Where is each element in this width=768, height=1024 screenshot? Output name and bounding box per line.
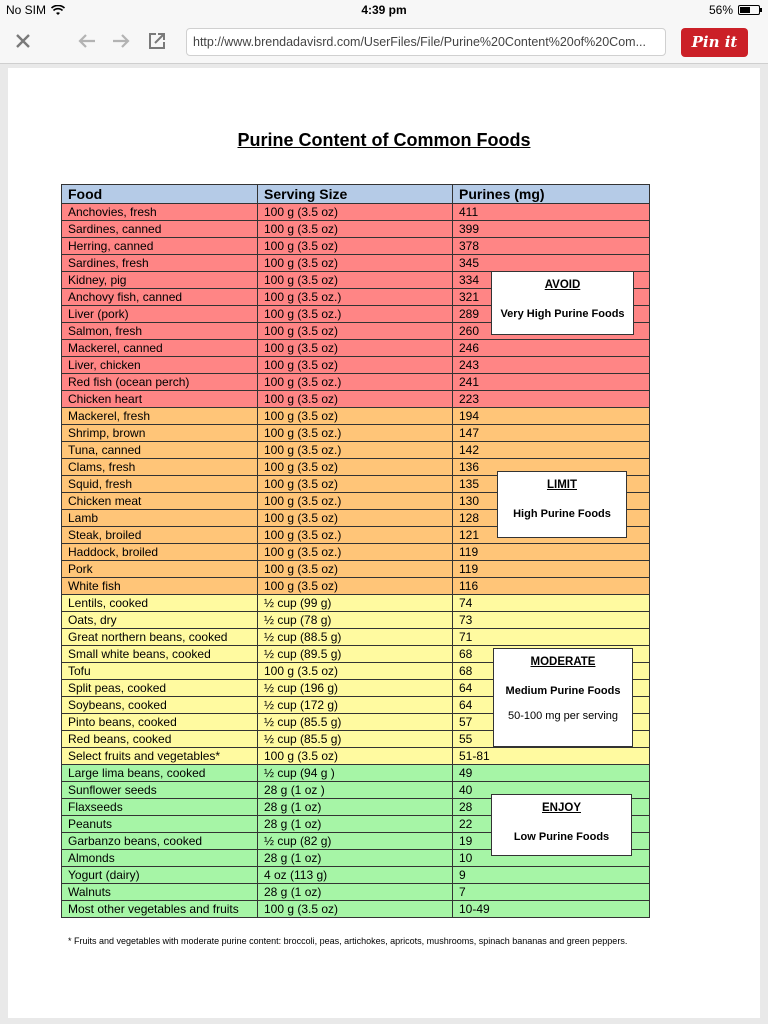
food-cell: Shrimp, brown bbox=[62, 425, 258, 442]
category-limit-box bbox=[497, 471, 627, 538]
food-cell: White fish bbox=[62, 578, 258, 595]
purine-cell: 121 bbox=[453, 527, 650, 544]
food-cell: Chicken meat bbox=[62, 493, 258, 510]
table-row bbox=[62, 340, 650, 357]
serving-cell: 100 g (3.5 oz) bbox=[258, 748, 453, 765]
food-cell: Yogurt (dairy) bbox=[62, 867, 258, 884]
url-bar[interactable]: http://www.brendadavisrd.com/UserFiles/File/Purine%20Content%20of%20Com... bbox=[186, 28, 666, 56]
serving-cell: 100 g (3.5 oz) bbox=[258, 663, 453, 680]
food-cell: Red fish (ocean perch) bbox=[62, 374, 258, 391]
purine-cell: 334 bbox=[453, 272, 650, 289]
battery-icon bbox=[738, 5, 760, 15]
serving-cell: 100 g (3.5 oz) bbox=[258, 459, 453, 476]
serving-cell: 28 g (1 oz) bbox=[258, 799, 453, 816]
serving-cell: 100 g (3.5 oz.) bbox=[258, 527, 453, 544]
serving-cell: ½ cup (88.5 g) bbox=[258, 629, 453, 646]
serving-cell: ½ cup (85.5 g) bbox=[258, 731, 453, 748]
purine-cell: 71 bbox=[453, 629, 650, 646]
category-title: AVOID bbox=[544, 279, 581, 291]
food-cell: Mackerel, canned bbox=[62, 340, 258, 357]
purine-cell: 68 bbox=[453, 663, 650, 680]
food-cell: Lamb bbox=[62, 510, 258, 527]
food-cell: Red beans, cooked bbox=[62, 731, 258, 748]
purine-cell: 10 bbox=[453, 850, 650, 867]
purine-cell: 119 bbox=[453, 561, 650, 578]
food-cell: Anchovies, fresh bbox=[62, 204, 258, 221]
purine-cell: 246 bbox=[453, 340, 650, 357]
serving-cell: 100 g (3.5 oz) bbox=[258, 901, 453, 918]
document-page bbox=[8, 68, 760, 1018]
status-bar bbox=[0, 0, 768, 20]
serving-cell: 100 g (3.5 oz) bbox=[258, 323, 453, 340]
table-row bbox=[62, 408, 650, 425]
food-cell: Soybeans, cooked bbox=[62, 697, 258, 714]
serving-cell: ½ cup (89.5 g) bbox=[258, 646, 453, 663]
serving-cell: 4 oz (113 g) bbox=[258, 867, 453, 884]
purine-cell: 321 bbox=[453, 289, 650, 306]
serving-cell: 100 g (3.5 oz) bbox=[258, 255, 453, 272]
purine-cell: 399 bbox=[453, 221, 650, 238]
food-cell: Sardines, fresh bbox=[62, 255, 258, 272]
purine-cell: 147 bbox=[453, 425, 650, 442]
purine-cell: 119 bbox=[453, 544, 650, 561]
food-cell: Liver, chicken bbox=[62, 357, 258, 374]
serving-cell: 100 g (3.5 oz) bbox=[258, 510, 453, 527]
page-title: Purine Content of Common Foods bbox=[237, 130, 531, 150]
serving-cell: 100 g (3.5 oz.) bbox=[258, 374, 453, 391]
purine-cell: 74 bbox=[453, 595, 650, 612]
food-cell: Pork bbox=[62, 561, 258, 578]
food-cell: Pinto beans, cooked bbox=[62, 714, 258, 731]
carrier-label: No SIM bbox=[6, 3, 47, 17]
purine-cell: 411 bbox=[453, 204, 650, 221]
table-row bbox=[62, 425, 650, 442]
serving-cell: 100 g (3.5 oz.) bbox=[258, 493, 453, 510]
purine-cell: 64 bbox=[453, 697, 650, 714]
food-cell: Oats, dry bbox=[62, 612, 258, 629]
serving-cell: 100 g (3.5 oz.) bbox=[258, 289, 453, 306]
food-cell: Most other vegetables and fruits bbox=[62, 901, 258, 918]
purine-cell: 22 bbox=[453, 816, 650, 833]
food-cell: Tofu bbox=[62, 663, 258, 680]
table-row bbox=[62, 867, 650, 884]
food-cell: Clams, fresh bbox=[62, 459, 258, 476]
table-row bbox=[62, 221, 650, 238]
food-cell: Flaxseeds bbox=[62, 799, 258, 816]
food-cell: Garbanzo beans, cooked bbox=[62, 833, 258, 850]
food-cell: Split peas, cooked bbox=[62, 680, 258, 697]
status-time: 4:39 pm bbox=[361, 3, 407, 17]
table-row bbox=[62, 765, 650, 782]
table-row bbox=[62, 544, 650, 561]
food-cell: Sardines, canned bbox=[62, 221, 258, 238]
table-row bbox=[62, 204, 650, 221]
purine-cell: 73 bbox=[453, 612, 650, 629]
purine-cell: 7 bbox=[453, 884, 650, 901]
forward-arrow-icon[interactable] bbox=[108, 28, 134, 54]
header-food: Food bbox=[62, 185, 258, 204]
food-cell: Almonds bbox=[62, 850, 258, 867]
purine-cell: 64 bbox=[453, 680, 650, 697]
purine-cell: 136 bbox=[453, 459, 650, 476]
purine-cell: 345 bbox=[453, 255, 650, 272]
food-cell: Great northern beans, cooked bbox=[62, 629, 258, 646]
food-cell: Kidney, pig bbox=[62, 272, 258, 289]
purine-cell: 142 bbox=[453, 442, 650, 459]
category-title: ENJOY bbox=[542, 802, 581, 814]
category-moderate-box bbox=[493, 648, 633, 747]
serving-cell: ½ cup (85.5 g) bbox=[258, 714, 453, 731]
food-cell: Large lima beans, cooked bbox=[62, 765, 258, 782]
purine-cell: 223 bbox=[453, 391, 650, 408]
pin-it-button[interactable]: Pin it bbox=[681, 28, 748, 57]
purine-cell: 68 bbox=[453, 646, 650, 663]
purine-cell: 57 bbox=[453, 714, 650, 731]
food-cell: Mackerel, fresh bbox=[62, 408, 258, 425]
serving-cell: 100 g (3.5 oz) bbox=[258, 561, 453, 578]
serving-cell: 100 g (3.5 oz) bbox=[258, 476, 453, 493]
purine-cell: 40 bbox=[453, 782, 650, 799]
food-cell: Anchovy fish, canned bbox=[62, 289, 258, 306]
table-row bbox=[62, 884, 650, 901]
serving-cell: 100 g (3.5 oz) bbox=[258, 221, 453, 238]
purine-cell: 241 bbox=[453, 374, 650, 391]
serving-cell: 100 g (3.5 oz) bbox=[258, 391, 453, 408]
category-desc: High Purine Foods bbox=[513, 508, 611, 520]
table-row bbox=[62, 374, 650, 391]
purine-cell: 194 bbox=[453, 408, 650, 425]
category-note: 50-100 mg per serving bbox=[507, 710, 619, 722]
serving-cell: 28 g (1 oz) bbox=[258, 816, 453, 833]
category-desc: Low Purine Foods bbox=[513, 831, 610, 843]
table-row bbox=[62, 391, 650, 408]
table-row bbox=[62, 561, 650, 578]
browser-toolbar bbox=[0, 20, 768, 64]
table-header-row bbox=[62, 185, 650, 204]
category-title: LIMIT bbox=[546, 479, 578, 491]
serving-cell: ½ cup (78 g) bbox=[258, 612, 453, 629]
purine-cell: 130 bbox=[453, 493, 650, 510]
serving-cell: 100 g (3.5 oz) bbox=[258, 204, 453, 221]
purine-cell: 51-81 bbox=[453, 748, 650, 765]
category-desc: Very High Purine Foods bbox=[500, 308, 625, 320]
share-icon[interactable] bbox=[144, 28, 170, 54]
table-row bbox=[62, 255, 650, 272]
purine-cell: 55 bbox=[453, 731, 650, 748]
food-cell: Peanuts bbox=[62, 816, 258, 833]
back-arrow-icon[interactable] bbox=[74, 28, 100, 54]
battery-percent: 56% bbox=[708, 3, 733, 17]
serving-cell: ½ cup (99 g) bbox=[258, 595, 453, 612]
serving-cell: 100 g (3.5 oz.) bbox=[258, 425, 453, 442]
battery-fill bbox=[740, 7, 750, 13]
table-row bbox=[62, 357, 650, 374]
purine-cell: 116 bbox=[453, 578, 650, 595]
food-cell: Steak, broiled bbox=[62, 527, 258, 544]
purine-cell: 243 bbox=[453, 357, 650, 374]
serving-cell: 100 g (3.5 oz) bbox=[258, 357, 453, 374]
serving-cell: 100 g (3.5 oz) bbox=[258, 408, 453, 425]
header-purines: Purines (mg) bbox=[453, 185, 650, 204]
category-desc: Medium Purine Foods bbox=[505, 685, 621, 697]
food-cell: Liver (pork) bbox=[62, 306, 258, 323]
table-row bbox=[62, 901, 650, 918]
purine-cell: 135 bbox=[453, 476, 650, 493]
food-cell: Salmon, fresh bbox=[62, 323, 258, 340]
food-cell: Lentils, cooked bbox=[62, 595, 258, 612]
food-cell: Sunflower seeds bbox=[62, 782, 258, 799]
purine-cell: 49 bbox=[453, 765, 650, 782]
food-cell: Small white beans, cooked bbox=[62, 646, 258, 663]
purine-cell: 289 bbox=[453, 306, 650, 323]
serving-cell: 100 g (3.5 oz) bbox=[258, 238, 453, 255]
category-avoid-box bbox=[491, 271, 634, 335]
table-row bbox=[62, 238, 650, 255]
status-right bbox=[709, 3, 760, 17]
table-row bbox=[62, 442, 650, 459]
purine-cell: 260 bbox=[453, 323, 650, 340]
serving-cell: 28 g (1 oz) bbox=[258, 884, 453, 901]
table-row bbox=[62, 612, 650, 629]
serving-cell: 100 g (3.5 oz.) bbox=[258, 306, 453, 323]
food-cell: Select fruits and vegetables* bbox=[62, 748, 258, 765]
footnote: * Fruits and vegetables with moderate purine content: broccoli, peas, artichokes, apricots, mushrooms, spinach bananas and green peppers. bbox=[68, 936, 628, 946]
serving-cell: ½ cup (196 g) bbox=[258, 680, 453, 697]
purine-cell: 378 bbox=[453, 238, 650, 255]
serving-cell: 100 g (3.5 oz.) bbox=[258, 544, 453, 561]
table-row bbox=[62, 578, 650, 595]
table-row bbox=[62, 595, 650, 612]
header-serving-size: Serving Size bbox=[258, 185, 453, 204]
serving-cell: 28 g (1 oz ) bbox=[258, 782, 453, 799]
serving-cell: 100 g (3.5 oz.) bbox=[258, 442, 453, 459]
food-cell: Haddock, broiled bbox=[62, 544, 258, 561]
food-cell: Chicken heart bbox=[62, 391, 258, 408]
close-icon[interactable] bbox=[10, 28, 36, 54]
food-cell: Herring, canned bbox=[62, 238, 258, 255]
serving-cell: ½ cup (82 g) bbox=[258, 833, 453, 850]
serving-cell: ½ cup (94 g ) bbox=[258, 765, 453, 782]
purine-cell: 128 bbox=[453, 510, 650, 527]
serving-cell: ½ cup (172 g) bbox=[258, 697, 453, 714]
serving-cell: 100 g (3.5 oz) bbox=[258, 272, 453, 289]
category-enjoy-box bbox=[491, 794, 632, 856]
food-cell: Walnuts bbox=[62, 884, 258, 901]
table-row bbox=[62, 748, 650, 765]
food-cell: Squid, fresh bbox=[62, 476, 258, 493]
purine-cell: 19 bbox=[453, 833, 650, 850]
table-row bbox=[62, 629, 650, 646]
food-cell: Tuna, canned bbox=[62, 442, 258, 459]
purine-cell: 10-49 bbox=[453, 901, 650, 918]
category-title: MODERATE bbox=[530, 656, 596, 668]
serving-cell: 28 g (1 oz) bbox=[258, 850, 453, 867]
serving-cell: 100 g (3.5 oz) bbox=[258, 340, 453, 357]
purine-cell: 9 bbox=[453, 867, 650, 884]
serving-cell: 100 g (3.5 oz) bbox=[258, 578, 453, 595]
purine-cell: 28 bbox=[453, 799, 650, 816]
